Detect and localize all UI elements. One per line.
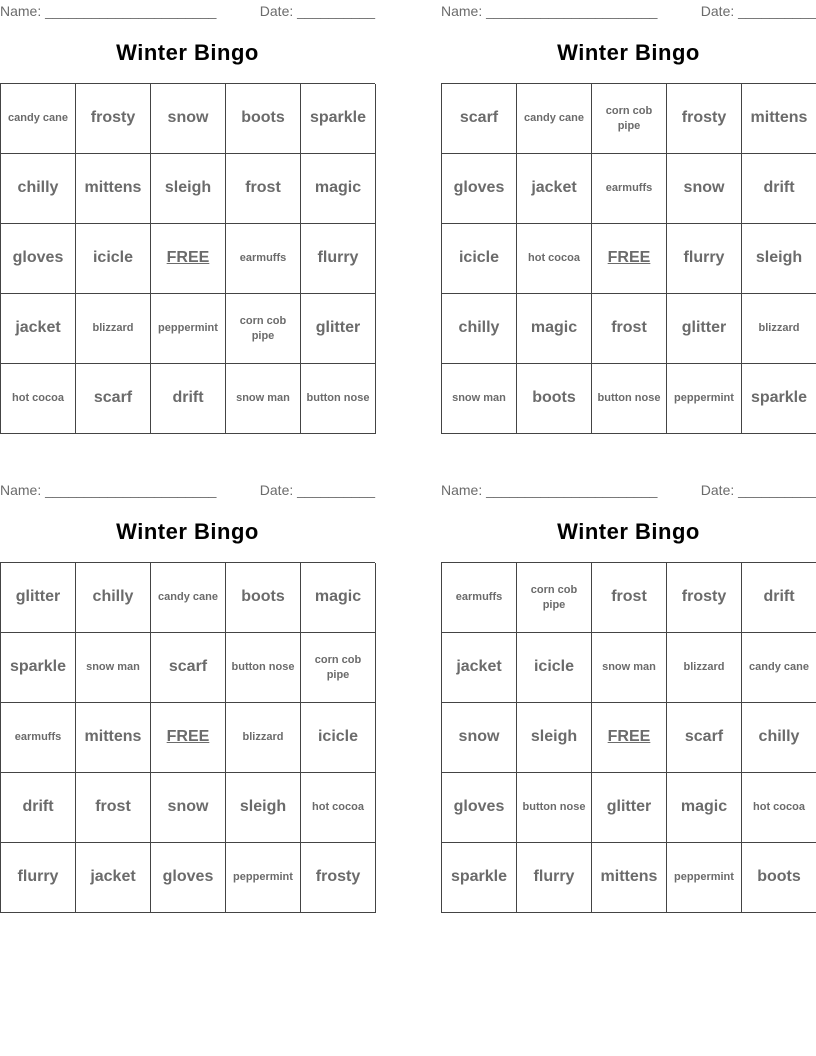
bingo-cell: candy cane [1, 84, 76, 154]
card-title: Winter Bingo [116, 40, 259, 65]
bingo-cell: jacket [1, 294, 76, 364]
bingo-cell: scarf [667, 703, 742, 773]
bingo-cell: snow man [442, 364, 517, 434]
bingo-cell: snow man [592, 633, 667, 703]
bingo-grid [0, 83, 375, 434]
bingo-cell: drift [1, 773, 76, 843]
bingo-cell: corn cob pipe [301, 633, 376, 703]
bingo-cell: corn cob pipe [226, 294, 301, 364]
bingo-cell: drift [151, 364, 226, 434]
bingo-cell: sparkle [301, 84, 376, 154]
bingo-cell: glitter [301, 294, 376, 364]
bingo-cell: jacket [76, 843, 151, 913]
name-field: Name: ______________________ [0, 482, 217, 498]
bingo-cell: blizzard [76, 294, 151, 364]
bingo-cell-free: FREE [592, 703, 667, 773]
bingo-cell: scarf [76, 364, 151, 434]
name-field: Name: ______________________ [441, 3, 658, 19]
bingo-cell: glitter [667, 294, 742, 364]
card-title: Winter Bingo [557, 40, 700, 65]
bingo-cell: gloves [442, 773, 517, 843]
bingo-grid [441, 562, 816, 913]
bingo-cell: button nose [592, 364, 667, 434]
bingo-cell: gloves [151, 843, 226, 913]
bingo-cell: peppermint [226, 843, 301, 913]
bingo-cell: frosty [76, 84, 151, 154]
bingo-cell: hot cocoa [1, 364, 76, 434]
bingo-cell: earmuffs [1, 703, 76, 773]
bingo-cell-free: FREE [592, 224, 667, 294]
bingo-cell: hot cocoa [517, 224, 592, 294]
bingo-cell: gloves [1, 224, 76, 294]
bingo-cell-free: FREE [151, 224, 226, 294]
bingo-cell: flurry [667, 224, 742, 294]
bingo-cell: chilly [442, 294, 517, 364]
bingo-cell: sleigh [517, 703, 592, 773]
bingo-cell: boots [226, 563, 301, 633]
bingo-cell: snow man [76, 633, 151, 703]
bingo-cell: frost [76, 773, 151, 843]
bingo-grid [0, 562, 375, 913]
bingo-cell: sparkle [742, 364, 816, 434]
bingo-cell: earmuffs [226, 224, 301, 294]
bingo-cell: mittens [592, 843, 667, 913]
date-field: Date: __________ [700, 3, 816, 19]
bingo-cell: flurry [301, 224, 376, 294]
bingo-cell: sleigh [226, 773, 301, 843]
bingo-cell: snow man [226, 364, 301, 434]
bingo-cell: icicle [76, 224, 151, 294]
bingo-cell: sparkle [1, 633, 76, 703]
bingo-cell: frosty [301, 843, 376, 913]
card-title: Winter Bingo [557, 519, 700, 544]
bingo-cell: magic [517, 294, 592, 364]
bingo-cell: icicle [442, 224, 517, 294]
bingo-cell: hot cocoa [742, 773, 816, 843]
bingo-cell: button nose [517, 773, 592, 843]
bingo-cell: snow [151, 84, 226, 154]
bingo-cell: snow [667, 154, 742, 224]
bingo-cell: button nose [301, 364, 376, 434]
bingo-cell: magic [301, 154, 376, 224]
bingo-cell: flurry [1, 843, 76, 913]
name-field: Name: ______________________ [441, 482, 658, 498]
bingo-cell: frosty [667, 84, 742, 154]
card-header [441, 0, 816, 20]
bingo-cell: frosty [667, 563, 742, 633]
bingo-cell: icicle [301, 703, 376, 773]
bingo-cell: corn cob pipe [592, 84, 667, 154]
bingo-cell: boots [742, 843, 816, 913]
bingo-cell: chilly [1, 154, 76, 224]
bingo-cell: peppermint [667, 843, 742, 913]
bingo-cell: mittens [76, 703, 151, 773]
bingo-cell: drift [742, 563, 816, 633]
card-title: Winter Bingo [116, 519, 259, 544]
bingo-cell: jacket [517, 154, 592, 224]
bingo-cell: frost [592, 294, 667, 364]
bingo-cell: gloves [442, 154, 517, 224]
date-field: Date: __________ [700, 482, 816, 498]
bingo-cell: scarf [151, 633, 226, 703]
date-field: Date: __________ [259, 482, 375, 498]
bingo-cell: frost [226, 154, 301, 224]
bingo-cell: candy cane [151, 563, 226, 633]
bingo-cell: candy cane [742, 633, 816, 703]
bingo-card-2 [441, 0, 816, 434]
bingo-card-1 [0, 0, 375, 434]
bingo-cell: glitter [592, 773, 667, 843]
bingo-cell: drift [742, 154, 816, 224]
bingo-cell: candy cane [517, 84, 592, 154]
bingo-cell: earmuffs [442, 563, 517, 633]
bingo-cell: earmuffs [592, 154, 667, 224]
bingo-cell: snow [151, 773, 226, 843]
bingo-cell: blizzard [742, 294, 816, 364]
date-field: Date: __________ [259, 3, 375, 19]
bingo-cell: hot cocoa [301, 773, 376, 843]
bingo-cell: scarf [442, 84, 517, 154]
bingo-cell: sparkle [442, 843, 517, 913]
card-header [441, 479, 816, 499]
bingo-cell: peppermint [667, 364, 742, 434]
bingo-grid [441, 83, 816, 434]
card-header [0, 0, 375, 20]
name-field: Name: ______________________ [0, 3, 217, 19]
bingo-cell: jacket [442, 633, 517, 703]
bingo-cell: frost [592, 563, 667, 633]
bingo-cell: boots [226, 84, 301, 154]
bingo-cell-free: FREE [151, 703, 226, 773]
bingo-cell: mittens [742, 84, 816, 154]
bingo-card-3 [0, 479, 375, 913]
bingo-cell: corn cob pipe [517, 563, 592, 633]
bingo-cell: boots [517, 364, 592, 434]
bingo-cell: chilly [742, 703, 816, 773]
bingo-cell: button nose [226, 633, 301, 703]
bingo-cell: snow [442, 703, 517, 773]
bingo-cell: blizzard [226, 703, 301, 773]
bingo-cell: flurry [517, 843, 592, 913]
bingo-cell: glitter [1, 563, 76, 633]
bingo-cell: mittens [76, 154, 151, 224]
bingo-cell: magic [301, 563, 376, 633]
bingo-cell: sleigh [742, 224, 816, 294]
bingo-cell: sleigh [151, 154, 226, 224]
bingo-cell: blizzard [667, 633, 742, 703]
bingo-cell: icicle [517, 633, 592, 703]
bingo-cell: chilly [76, 563, 151, 633]
bingo-cell: magic [667, 773, 742, 843]
card-header [0, 479, 375, 499]
bingo-card-4 [441, 479, 816, 913]
bingo-cell: peppermint [151, 294, 226, 364]
